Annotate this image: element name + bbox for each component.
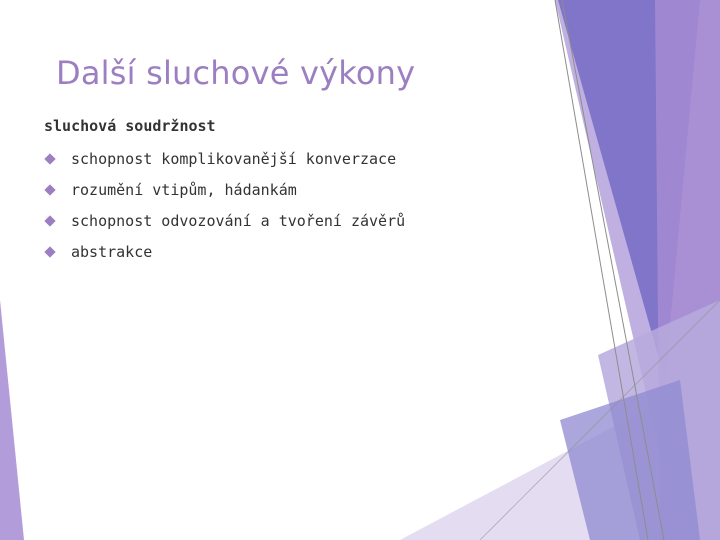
bullet-text: schopnost komplikovanější konverzace (71, 150, 397, 168)
bullet-item (44, 147, 405, 178)
bullet-item (44, 178, 405, 209)
bullet-list (44, 147, 405, 271)
slide-subtitle: sluchová soudržnost (44, 117, 216, 135)
diamond-bullet-icon (44, 153, 55, 164)
bullet-text: rozumění vtipům, hádankám (71, 181, 297, 199)
bullet-text: schopnost odvozování a tvoření závěrů (71, 212, 406, 230)
diamond-bullet-icon (44, 184, 55, 195)
diamond-bullet-icon (44, 215, 55, 226)
bullet-item (44, 209, 405, 240)
left-sliver-shape (0, 300, 24, 540)
diamond-bullet-icon (44, 246, 55, 257)
slide-title: Další sluchové výkony (56, 54, 416, 92)
bullet-text: abstrakce (71, 243, 153, 261)
bullet-item (44, 240, 405, 271)
